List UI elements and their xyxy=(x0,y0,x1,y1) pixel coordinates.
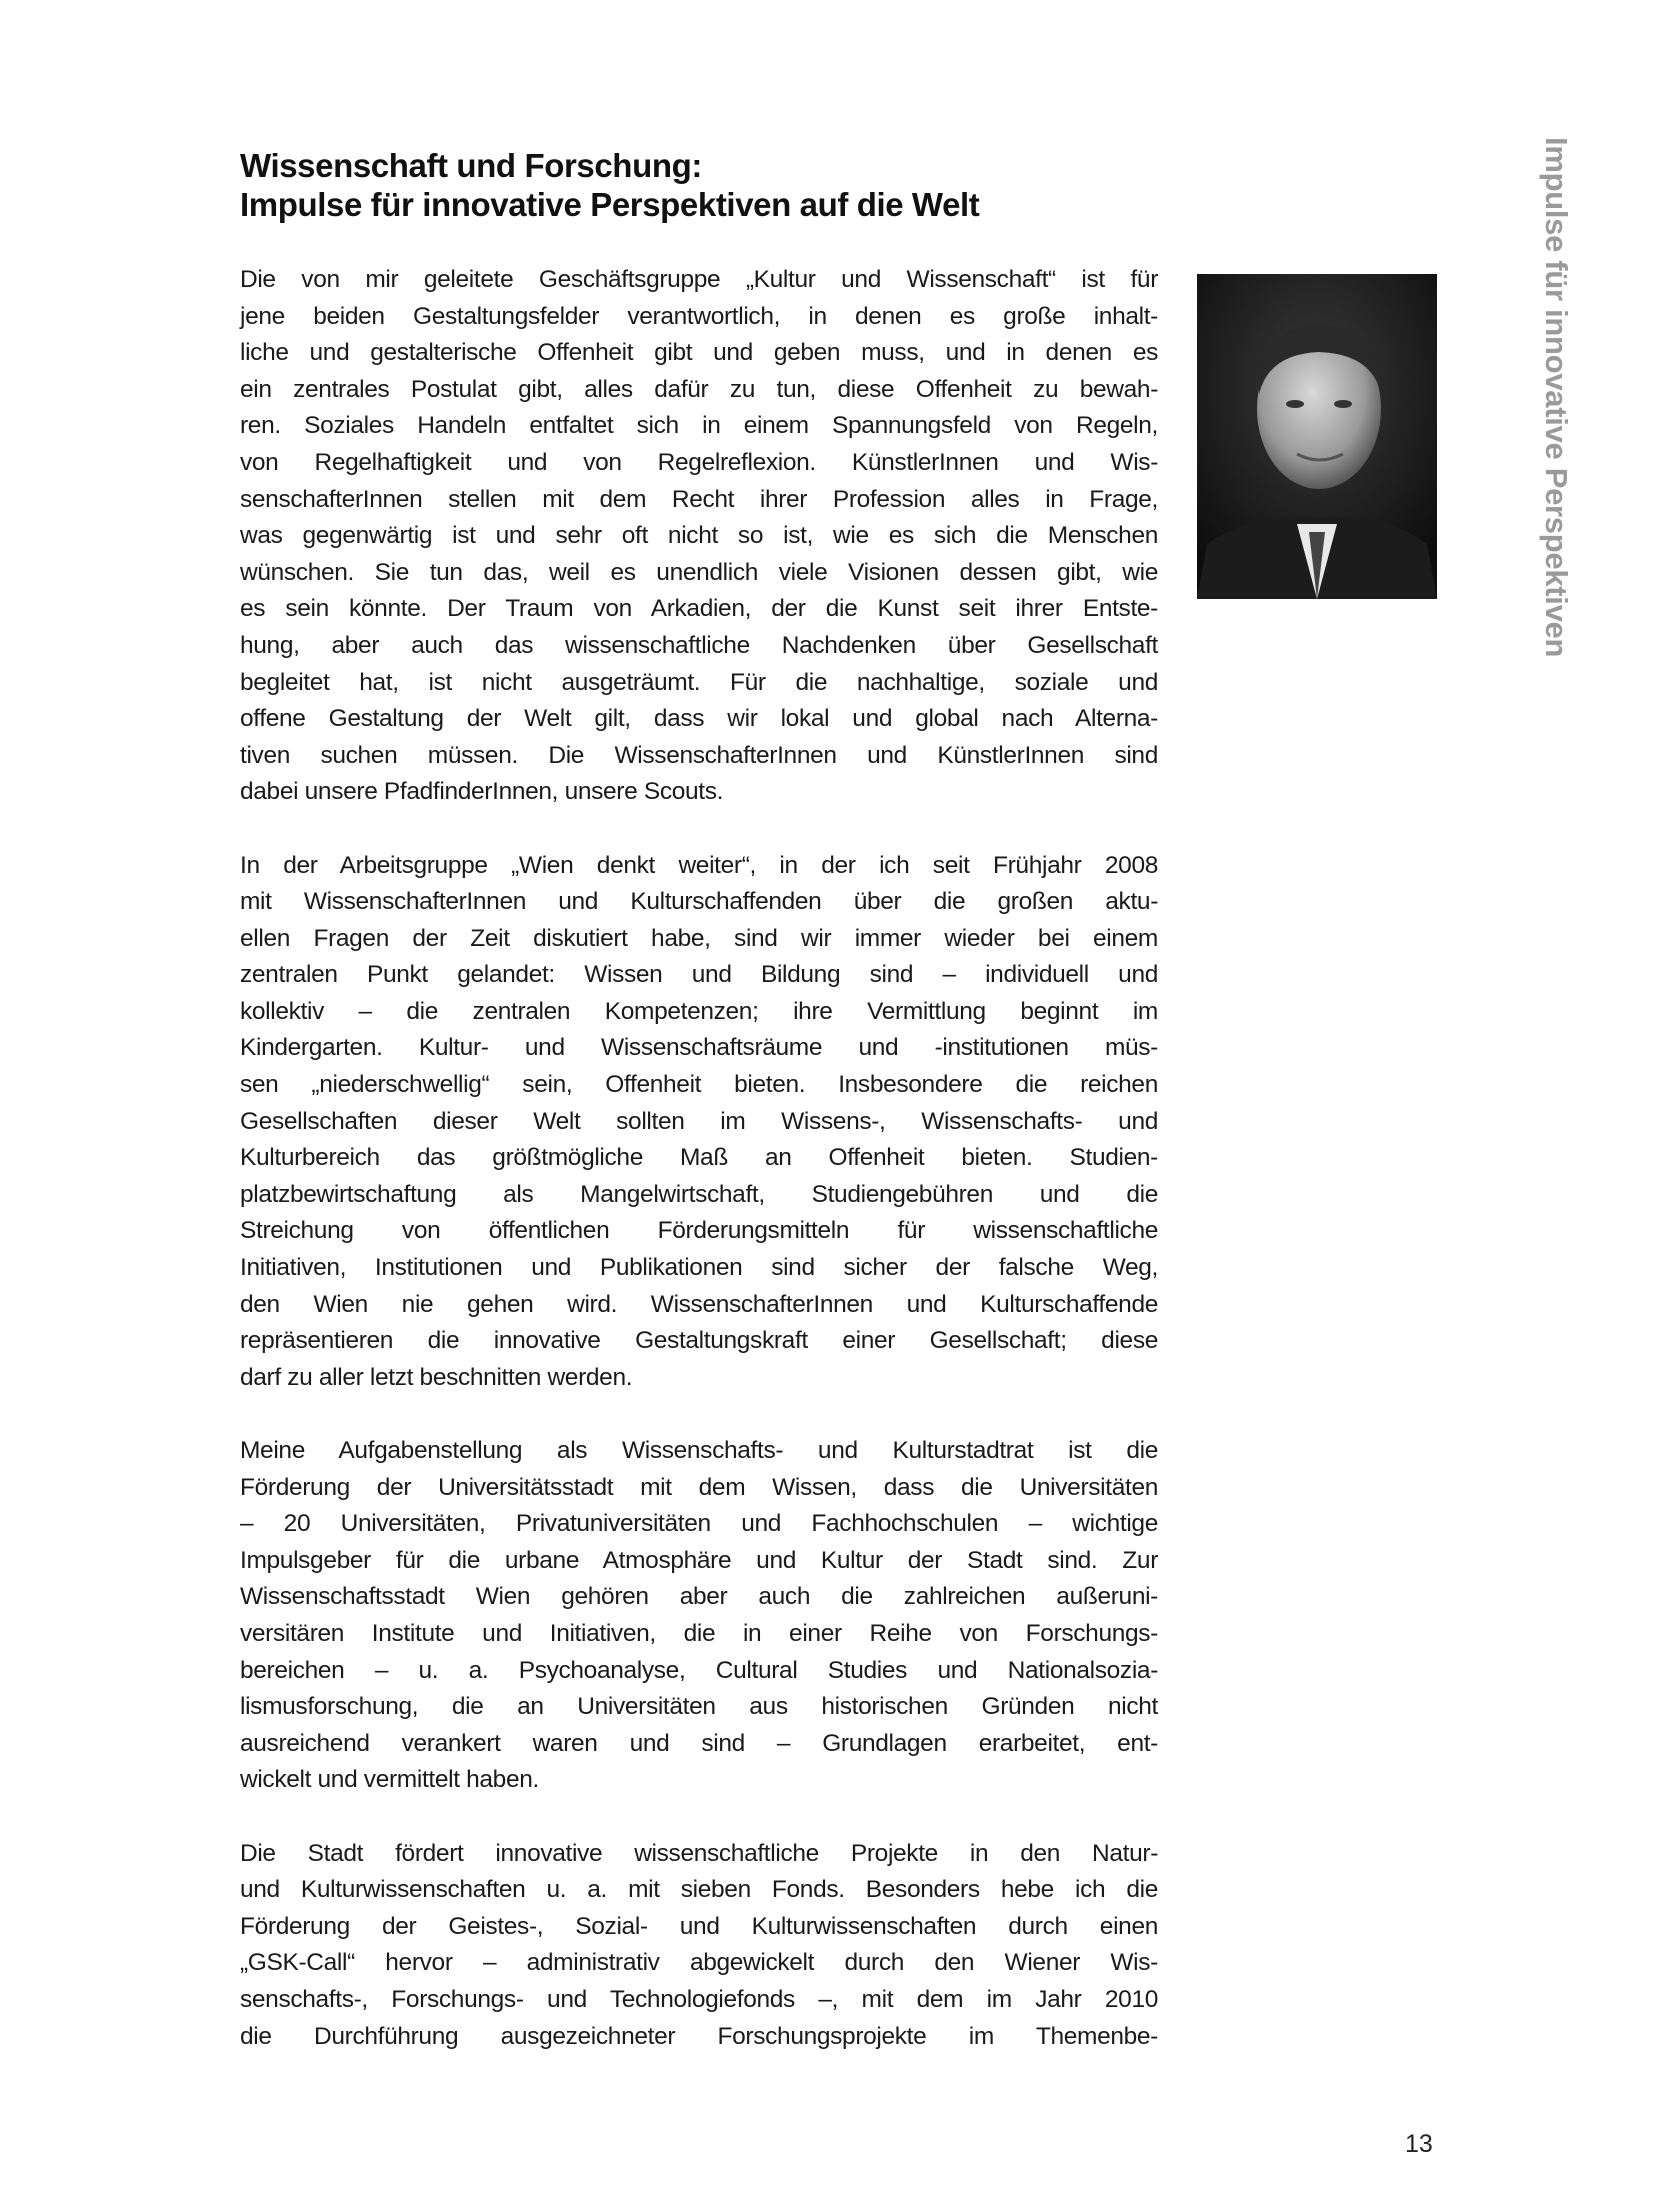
text-line: Meine Aufgabenstellung als Wissenschafts- und Kulturstadtrat ist die xyxy=(240,1437,1158,1464)
text-line: wickelt und vermittelt haben. xyxy=(240,1766,539,1794)
text-line: es sein könnte. Der Traum von Arkadien, der die Kunst seit ihrer Entste- xyxy=(240,595,1158,623)
text-line: mit WissenschafterInnen und Kulturschaffenden über die großen aktu- xyxy=(240,888,1158,916)
portrait-photo xyxy=(1197,274,1437,599)
text-line: dabei unsere PfadfinderInnen, unsere Scouts. xyxy=(240,778,724,806)
article-body xyxy=(240,262,1158,2092)
text-line: sen „niederschwellig“ sein, Offenheit bieten. Insbesondere die reichen xyxy=(240,1071,1158,1099)
text-line: Gesellschaften dieser Welt sollten im Wissens-, Wissenschafts- und xyxy=(240,1107,1158,1135)
text-line: kollektiv – die zentralen Kompetenzen; ihre Vermittlung beginnt im xyxy=(240,997,1158,1025)
text-line: lismusforschung, die an Universitäten aus historischen Gründen nicht xyxy=(240,1693,1158,1721)
page-number: 13 xyxy=(1405,2130,1433,2158)
title-line-2: Impulse für innovative Perspektiven auf die Welt xyxy=(240,186,980,223)
text-line: „GSK-Call“ hervor – administrativ abgewickelt durch den Wiener Wis- xyxy=(240,1949,1158,1977)
text-line: Kindergarten. Kultur- und Wissenschaftsräume und -institutionen müs- xyxy=(240,1034,1158,1062)
text-line: zentralen Punkt gelandet: Wissen und Bildung sind – individuell und xyxy=(240,961,1158,989)
text-line: senschafterInnen stellen mit dem Recht ihrer Profession alles in Frage, xyxy=(240,485,1158,513)
paragraph xyxy=(240,1433,1158,1799)
text-line: In der Arbeitsgruppe „Wien denkt weiter“, in der ich seit Frühjahr 2008 xyxy=(240,851,1158,879)
text-line: ein zentrales Postulat gibt, alles dafür zu tun, diese Offenheit zu bewah- xyxy=(240,375,1158,403)
text-line: versitären Institute und Initiativen, die in einer Reihe von Forschungs- xyxy=(240,1619,1158,1647)
text-line: und Kulturwissenschaften u. a. mit sieben Fonds. Besonders hebe ich die xyxy=(240,1876,1158,1904)
text-line: darf zu aller letzt beschnitten werden. xyxy=(240,1363,633,1391)
text-line: platzbewirtschaftung als Mangelwirtschaft, Studiengebühren und die xyxy=(240,1180,1158,1208)
title-line-1: Wissenschaft und Forschung: xyxy=(240,147,702,184)
text-line: Förderung der Geistes-, Sozial- und Kulturwissenschaften durch einen xyxy=(240,1912,1158,1940)
text-line: die Durchführung ausgezeichneter Forschungsprojekte im Themenbe- xyxy=(240,2022,1158,2050)
text-line: Impulsgeber für die urbane Atmosphäre und Kultur der Stadt sind. Zur xyxy=(240,1546,1158,1574)
text-line: bereichen – u. a. Psychoanalyse, Cultural Studies und Nationalsozia- xyxy=(240,1656,1158,1684)
text-line: offene Gestaltung der Welt gilt, dass wir lokal und global nach Alterna- xyxy=(240,705,1158,733)
paragraph xyxy=(240,848,1158,1397)
text-line: jene beiden Gestaltungsfelder verantwortlich, in denen es große inhalt- xyxy=(240,302,1158,330)
text-line: ausreichend verankert waren und sind – Grundlagen erarbeitet, ent- xyxy=(240,1729,1158,1757)
text-line: was gegenwärtig ist und sehr oft nicht so ist, wie es sich die Menschen xyxy=(240,522,1158,550)
text-line: ellen Fragen der Zeit diskutiert habe, sind wir immer wieder bei einem xyxy=(240,924,1158,952)
text-line: senschafts-, Forschungs- und Technologiefonds –, mit dem im Jahr 2010 xyxy=(240,1985,1158,2013)
portrait-image xyxy=(1197,274,1437,599)
text-line: tiven suchen müssen. Die WissenschafterInnen und KünstlerInnen sind xyxy=(240,741,1158,769)
running-head-vertical: Impulse für innovative Perspektiven xyxy=(1539,137,1574,658)
paragraph xyxy=(240,1836,1158,2056)
text-line: Streichung von öffentlichen Förderungsmitteln für wissenschaftliche xyxy=(240,1217,1158,1245)
text-line: Die Stadt fördert innovative wissenschaftliche Projekte in den Natur- xyxy=(240,1839,1158,1867)
text-line: den Wien nie gehen wird. WissenschafterInnen und Kulturschaffende xyxy=(240,1290,1158,1318)
page-title xyxy=(240,146,1170,224)
text-line: repräsentieren die innovative Gestaltungskraft einer Gesellschaft; diese xyxy=(240,1327,1158,1355)
text-line: Die von mir geleitete Geschäftsgruppe „Kultur und Wissenschaft“ ist für xyxy=(240,266,1158,293)
text-line: Wissenschaftsstadt Wien gehören aber auch die zahlreichen außeruni- xyxy=(240,1583,1158,1611)
text-line: Initiativen, Institutionen und Publikationen sind sicher der falsche Weg, xyxy=(240,1254,1158,1282)
text-line: Kulturbereich das größtmögliche Maß an Offenheit bieten. Studien- xyxy=(240,1144,1158,1172)
text-line: begleitet hat, ist nicht ausgeträumt. Für die nachhaltige, soziale und xyxy=(240,668,1158,696)
text-line: hung, aber auch das wissenschaftliche Nachdenken über Gesellschaft xyxy=(240,631,1158,659)
paragraph xyxy=(240,262,1158,811)
text-line: von Regelhaftigkeit und von Regelreflexion. KünstlerInnen und Wis- xyxy=(240,448,1158,476)
text-line: wünschen. Sie tun das, weil es unendlich viele Visionen dessen gibt, wie xyxy=(240,558,1158,586)
text-line: – 20 Universitäten, Privatuniversitäten und Fachhochschulen – wichtige xyxy=(240,1510,1158,1538)
text-line: liche und gestalterische Offenheit gibt und geben muss, und in denen es xyxy=(240,339,1158,367)
text-line: Förderung der Universitätsstadt mit dem Wissen, dass die Universitäten xyxy=(240,1473,1158,1501)
text-line: ren. Soziales Handeln entfaltet sich in einem Spannungsfeld von Regeln, xyxy=(240,412,1158,440)
